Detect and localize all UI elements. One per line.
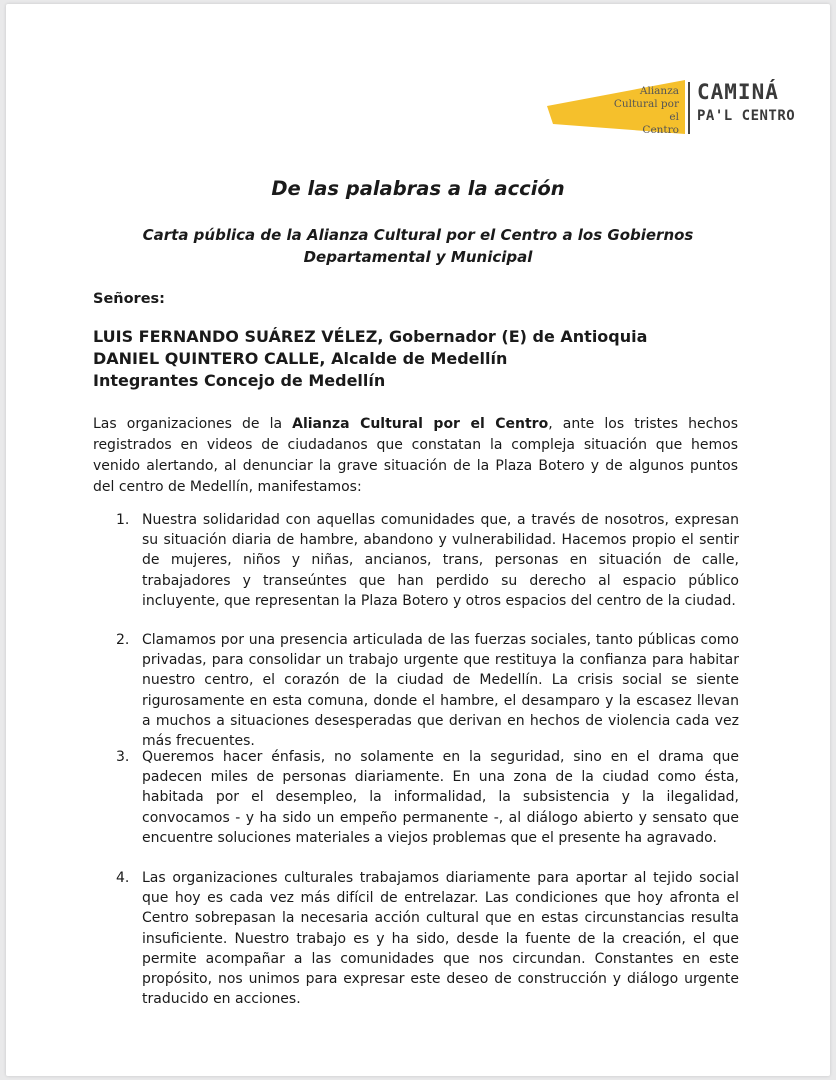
- document-subtitle: Carta pública de la Alianza Cultural por el Centro a los Gobiernos Departamental y Municipal: [142, 226, 694, 266]
- document-page: [6, 4, 830, 1076]
- logo-alianza-text: [603, 85, 679, 137]
- list-item-number: 3.: [116, 749, 130, 765]
- logo-alianza-line: Centro: [642, 124, 679, 136]
- recipient-line: Integrantes Concejo de Medellín: [93, 371, 386, 390]
- logo-divider: [688, 82, 690, 134]
- list-item-number: 2.: [116, 632, 130, 648]
- document-title: De las palabras a la acción: [271, 177, 565, 200]
- list-item-number: 4.: [116, 870, 130, 886]
- logo-camina-text: CAMINÁ: [697, 80, 779, 104]
- recipient-line: LUIS FERNANDO SUÁREZ VÉLEZ, Gobernador (E) de Antioquia: [93, 327, 648, 346]
- list-item-text: Queremos hacer énfasis, no solamente en la seguridad, sino en el drama que padecen miles de personas diariamente. En una zona de la ciudad como ésta, habitada por el desempleo, la informalidad, la subsistencia y la ilegalidad, convocamos - y ha sido un empeño permanente -, al diálogo abierto y sensato que encuentre soluciones materiales a viejos problemas que el presente ha agravado.: [142, 749, 739, 846]
- recipient-line: DANIEL QUINTERO CALLE, Alcalde de Medellín: [93, 349, 508, 368]
- logo-alianza-line: Cultural por el: [613, 98, 679, 123]
- intro-paragraph: [93, 414, 738, 498]
- alianza-logo: [539, 78, 799, 140]
- list-item-text: Clamamos por una presencia articulada de las fuerzas sociales, tanto públicas como privadas, para consolidar un trabajo urgente que restituya la confianza para habitar nuestro centro, el corazón de la ciudad de Medellín. La crisis social se siente rigurosamente en esta comuna, donde el hambre, el desamparo y la escasez llevan a muchos a situaciones desesperadas que derivan en hechos de violencia cada vez más frecuentes.: [142, 632, 739, 750]
- list-item-text: Las organizaciones culturales trabajamos diariamente para aportar al tejido social que hoy es cada vez más difícil de entrelazar. Las condiciones que hoy afronta el Centro sobrepasan la necesaria acción cultural que en estas circunstancias resulta insuficiente. Nuestro trabajo es y ha sido, desde la fuente de la creación, el que permite acompañar a las comunidades que nos circundan. Constantes en este propósito, nos unimos para expresar este deseo de construcción y diálogo urgente traducido en acciones.: [142, 870, 739, 1008]
- intro-text-bold: Alianza Cultural por el Centro: [292, 416, 549, 432]
- list-item-text: Nuestra solidaridad con aquellas comunidades que, a través de nosotros, expresan su situación diaria de hambre, abandono y vulnerabilidad. Hacemos propio el sentir de mujeres, niños y niñas, ancianos, trans, personas en situación de calle, trabajadores y transeúntes que han perdido su derecho al espacio público incluyente, que representan la Plaza Botero y otros espacios del centro de la ciudad.: [142, 512, 739, 609]
- logo-alianza-line: Alianza: [639, 85, 679, 97]
- intro-text-after: , ante los tristes hechos registrados en videos de ciudadanos que constatan la compleja situación que hemos venido alertando, al denunciar la grave situación de la Plaza Botero y de algunos puntos del centro de Medellín, manifestamos:: [93, 416, 739, 495]
- list-item-number: 1.: [116, 512, 130, 528]
- logo-palcentro-text: PA'L CENTRO: [697, 108, 796, 124]
- intro-text-before: Las organizaciones de la: [93, 416, 293, 432]
- greeting: Señores:: [93, 291, 165, 307]
- recipients-block: [93, 326, 647, 392]
